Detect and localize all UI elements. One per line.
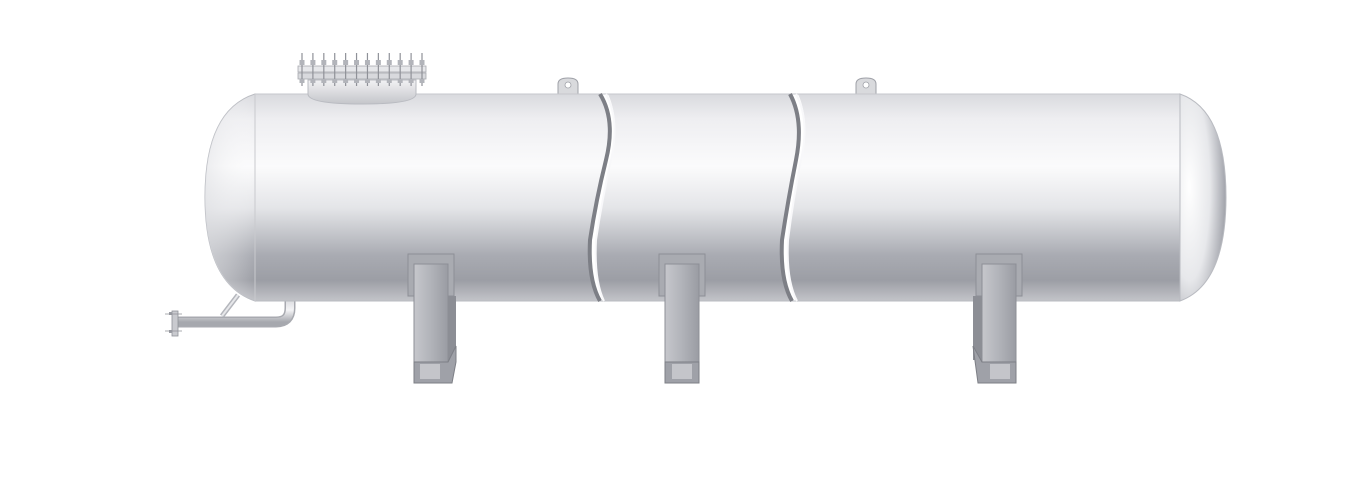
saddle-support	[408, 254, 456, 383]
lifting-lug	[856, 78, 876, 94]
saddle-support	[973, 254, 1022, 383]
lifting-lug	[558, 78, 578, 94]
manway-flange	[298, 53, 426, 104]
saddle-support	[659, 254, 705, 383]
right-dished-head	[1180, 94, 1226, 301]
vessel-shell	[255, 94, 1180, 301]
left-dished-head	[205, 94, 255, 301]
